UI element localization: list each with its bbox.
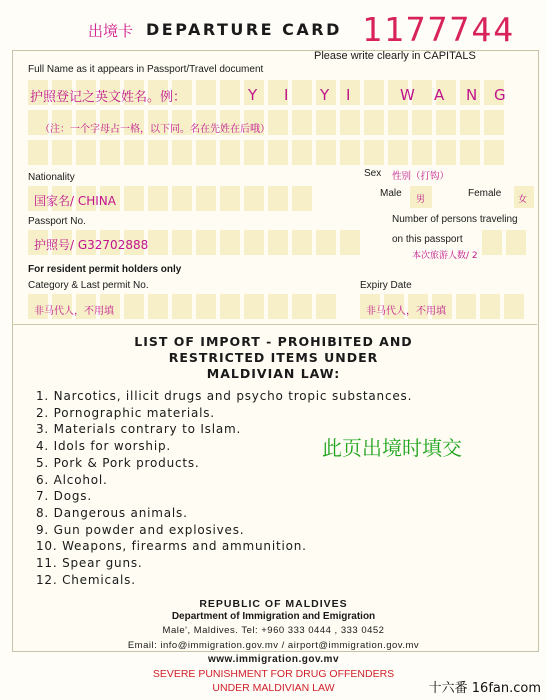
submit-note: 此页出境时填交 xyxy=(322,436,462,460)
footer-country: REPUBLIC OF MALDIVES xyxy=(199,598,348,610)
persons-label-line1: Number of persons traveling xyxy=(392,214,518,225)
male-cn: 男 xyxy=(416,195,426,205)
prohibited-title-line1: LIST OF IMPORT - PROHIBITED AND xyxy=(134,334,413,349)
prohibited-title-line2: RESTRICTED ITEMS UNDER xyxy=(168,350,379,365)
resident-heading: For resident permit holders only xyxy=(28,264,182,275)
list-item: 7. Dogs. xyxy=(36,489,92,504)
list-item: 9. Gun powder and explosives. xyxy=(36,522,245,537)
example-letter: W xyxy=(400,86,416,104)
full-name-hint: 护照登记之英文姓名。例： xyxy=(30,90,187,105)
persons-label-line2: on this passport xyxy=(392,234,463,245)
list-item: 1. Narcotics, illicit drugs and psycho tropic substances. xyxy=(36,389,413,403)
female-label: Female xyxy=(468,188,502,199)
nationality-label: Nationality xyxy=(28,172,75,183)
example-letter: I xyxy=(346,86,352,104)
footer-address: Male', Maldives. Tel: +960 333 0444 , 333 0452 xyxy=(162,625,385,636)
list-item: 6. Alcohol. xyxy=(36,472,108,487)
expiry-value: 非马代人，不用填 xyxy=(366,306,446,317)
list-item: 10. Weapons, firearms and ammunition. xyxy=(36,539,307,554)
list-item: 8. Dangerous animals. xyxy=(36,505,188,520)
prohibited-list xyxy=(36,388,412,588)
list-item: 12. Chemicals. xyxy=(36,572,136,587)
list-item: 2. Pornographic materials. xyxy=(36,405,215,420)
example-letter: A xyxy=(434,86,446,104)
title-chinese: 出境卡 xyxy=(88,22,134,40)
nationality-value: 国家名/ CHINA xyxy=(34,194,116,208)
section-divider xyxy=(12,324,537,325)
male-label: Male xyxy=(380,188,402,199)
passport-label: Passport No. xyxy=(28,216,86,227)
watermark: 十六番 16fan.com xyxy=(428,681,541,696)
persons-boxes[interactable] xyxy=(482,230,526,255)
prohibited-title xyxy=(0,334,547,382)
list-item: 11. Spear guns. xyxy=(36,556,143,571)
prohibited-title-line3: MALDIVIAN LAW: xyxy=(206,366,341,381)
capitals-note: Please write clearly in CAPITALS xyxy=(314,50,476,62)
warning-line2: UNDER MALDIVIAN LAW xyxy=(212,682,335,694)
full-name-label: Full Name as it appears in Passport/Travel document xyxy=(28,64,264,75)
list-item: 3. Materials contrary to Islam. xyxy=(36,422,242,437)
full-name-boxes-row3[interactable] xyxy=(28,140,504,165)
sex-hint: 性别（打钩） xyxy=(392,171,450,182)
list-item: 5. Pork & Pork products. xyxy=(36,455,200,470)
female-cn: 女 xyxy=(518,195,528,205)
full-name-note: （注：一个字母占一格，以下同。名在先姓在后哦） xyxy=(40,124,270,135)
serial-number: 1177744 xyxy=(362,10,516,49)
passport-value: 护照号/ G32702888 xyxy=(34,238,149,252)
category-label: Category & Last permit No. xyxy=(28,280,149,291)
warning-line1: SEVERE PUNISHMENT FOR DRUG OFFENDERS xyxy=(152,668,395,680)
example-letter: Y xyxy=(320,86,331,104)
title-english: DEPARTURE CARD xyxy=(146,20,342,39)
footer-website: www.immigration.gov.mv xyxy=(207,654,339,665)
persons-value: 本次旅游人数/ 2 xyxy=(412,251,478,261)
example-letter: N xyxy=(466,86,479,104)
footer-email: Email: info@immigration.gov.mv / airport@immigration.gov.mv xyxy=(127,640,420,651)
list-item: 4. Idols for worship. xyxy=(36,439,171,454)
category-value: 非马代人，不用填 xyxy=(34,306,114,317)
sex-label: Sex xyxy=(364,168,382,179)
expiry-label: Expiry Date xyxy=(360,280,412,291)
example-letter: I xyxy=(284,86,290,104)
example-letter: Y xyxy=(248,86,259,104)
example-letter: G xyxy=(494,86,507,104)
footer-department: Department of Immigration and Emigration xyxy=(171,611,376,622)
